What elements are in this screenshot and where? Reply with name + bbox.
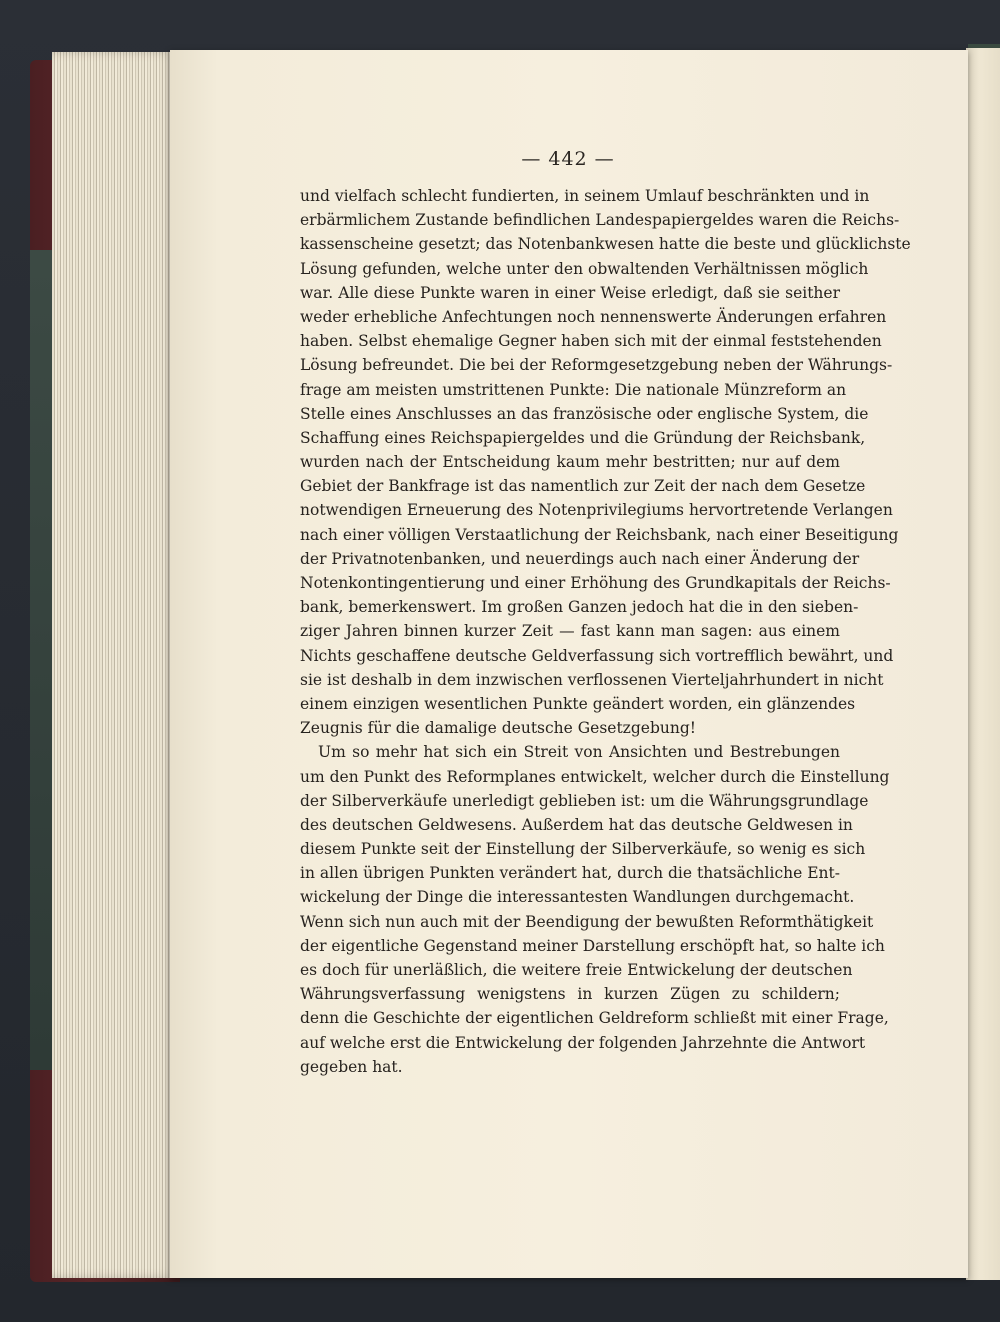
- text-line: der Silberverkäufe unerledigt geblieben ist: um die Währungsgrundlage: [300, 791, 869, 810]
- text-line: diesem Punkte seit der Einstellung der Silberverkäufe, so wenig es sich: [300, 840, 866, 859]
- text-line: des deutschen Geldwesens. Außerdem hat das deutsche Geldwesen in: [300, 815, 853, 834]
- text-line: Lösung gefunden, welche unter den obwaltenden Verhältnissen möglich: [300, 259, 869, 278]
- text-line: Stelle eines Anschlusses an das französische oder englische System, die: [300, 404, 869, 423]
- text-line: Wenn sich nun auch mit der Beendigung der bewußten Reformthätigkeit: [300, 912, 874, 931]
- text-line: haben. Selbst ehemalige Gegner haben sich mit der einmal feststehenden: [300, 332, 882, 351]
- book-page: [170, 50, 968, 1278]
- facing-page-sliver: [966, 48, 1000, 1280]
- text-line: Nichts geschaffene deutsche Geldverfassung sich vortrefflich bewährt, und: [300, 646, 894, 665]
- page-edge-stack: [52, 52, 176, 1278]
- text-line: Notenkontingentierung und einer Erhöhung des Grundkapitals der Reichs-: [300, 574, 891, 592]
- text-line: erbärmlichem Zustande befindlichen Landespapiergeldes waren die Reichs-: [300, 211, 900, 230]
- text-line: sie ist deshalb in dem inzwischen verflossenen Vierteljahrhundert in nicht: [300, 670, 884, 689]
- text-line: ziger Jahren binnen kurzer Zeit — fast kann man sagen: aus einem: [300, 622, 840, 641]
- book-cover-cloth-band: [30, 250, 54, 1070]
- text-line: notwendigen Erneuerung des Notenprivilegiums hervortretende Verlangen: [300, 501, 893, 520]
- text-line: der Privatnotenbanken, und neuerdings auch nach einer Änderung der: [300, 549, 860, 568]
- text-line: und vielfach schlecht fundierten, in seinem Umlauf beschränkten und in: [300, 187, 870, 205]
- text-line: in allen übrigen Punkten verändert hat, durch die thatsächliche Ent-: [300, 864, 840, 883]
- text-line: Lösung befreundet. Die bei der Reformgesetzgebung neben der Währungs-: [300, 356, 893, 375]
- text-line: war. Alle diese Punkte waren in einer Weise erledigt, daß sie seither: [300, 283, 840, 302]
- page-number: — 442 —: [521, 148, 615, 170]
- text-line-paragraph-end: gegeben hat.: [300, 1057, 403, 1076]
- text-line-paragraph-end: Zeugnis für die damalige deutsche Gesetzgebung!: [300, 719, 696, 738]
- text-line: Gebiet der Bankfrage ist das namentlich zur Zeit der nach dem Gesetze: [300, 477, 866, 496]
- text-line: frage am meisten umstrittenen Punkte: Die nationale Münzreform an: [300, 380, 847, 399]
- text-line: um den Punkt des Reformplanes entwickelt, welcher durch die Einstellung: [300, 767, 890, 786]
- text-line: weder erhebliche Anfechtungen noch nennenswerte Änderungen erfahren: [300, 307, 887, 326]
- text-line: bank, bemerkenswert. Im großen Ganzen jedoch hat die in den sieben-: [300, 598, 859, 617]
- text-line: wickelung der Dinge die interessantesten Wandlungen durchgemacht.: [300, 888, 855, 907]
- text-line: einem einzigen wesentlichen Punkte geändert worden, ein glänzendes: [300, 694, 856, 713]
- text-line: wurden nach der Entscheidung kaum mehr bestritten; nur auf dem: [300, 453, 840, 472]
- text-line: denn die Geschichte der eigentlichen Geldreform schließt mit einer Frage,: [300, 1009, 889, 1028]
- text-line: Schaffung eines Reichspapiergeldes und die Gründung der Reichsbank,: [300, 428, 866, 447]
- text-line: nach einer völligen Verstaatlichung der Reichsbank, nach einer Beseitigung: [300, 525, 899, 544]
- text-line: kassenscheine gesetzt; das Notenbankwesen hatte die beste und glücklichste: [300, 235, 911, 254]
- text-line: es doch für unerläßlich, die weitere freie Entwickelung der deutschen: [300, 961, 853, 979]
- text-line-paragraph-start: Um so mehr hat sich ein Streit von Ansichten und Bestrebungen: [318, 743, 840, 762]
- text-line: der eigentliche Gegenstand meiner Darstellung erschöpft hat, so halte ich: [300, 936, 885, 955]
- text-line: auf welche erst die Entwickelung der folgenden Jahrzehnte die Antwort: [300, 1033, 866, 1052]
- text-line-emphasized: Währungsverfassung wenigstens in kurzen Zügen zu schildern;: [300, 985, 840, 1004]
- page-text: [300, 184, 911, 1079]
